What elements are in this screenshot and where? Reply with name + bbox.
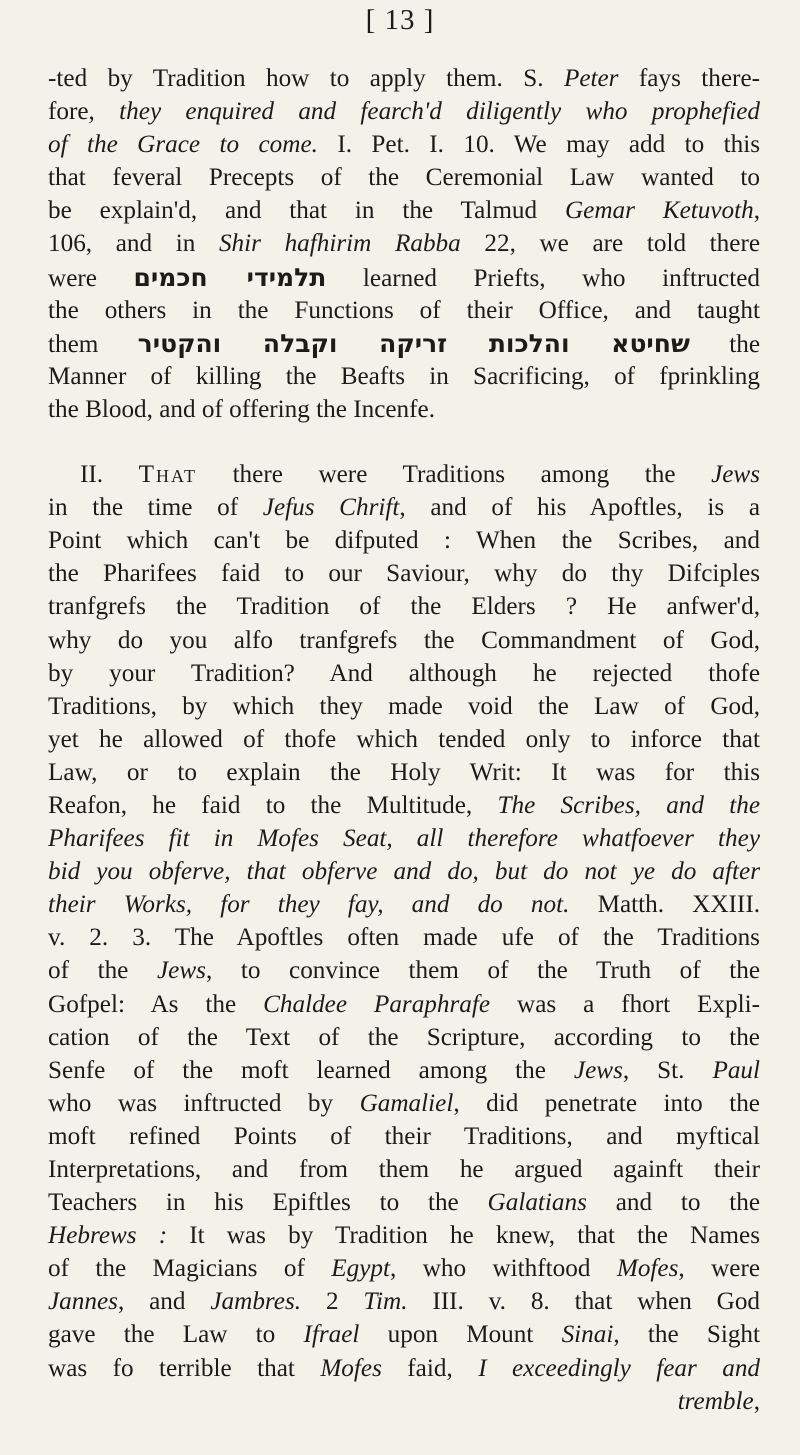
text-line: Teachers in his Epiftles to the Galatians and to the (48, 1189, 761, 1217)
body-text (48, 62, 760, 1418)
text-line: who was inftructed by Gamaliel, did penetrate into the (48, 1089, 760, 1117)
text-line: Hebrews : It was by Tradition he knew, that the Names (48, 1222, 760, 1250)
text-line: II. That there were Traditions among the Jews (80, 461, 761, 489)
text-line: gave the Law to Ifrael upon Mount Sinai, the Sight (48, 1321, 761, 1349)
text-line: yet he allowed of thofe which tended only to inforce that (48, 725, 760, 753)
text-line: the Blood, and of offering the Incenfe. (48, 395, 436, 423)
text-line: Manner of killing the Beafts in Sacrificing, of fprinkling (48, 362, 760, 390)
text-line: moft refined Points of their Traditions, and myftical (48, 1122, 760, 1150)
text-line: the Pharifees faid to our Saviour, why do thy Difciples (48, 560, 760, 588)
text-line: of the Magicians of Egypt, who withftood Mofes, were (48, 1255, 761, 1283)
hebrew-text: שחיטא והלכות זריקה וקבלה והקטיר (137, 328, 690, 358)
text-line: by your Tradition? And although he rejected thofe (48, 659, 760, 687)
paragraph-1 (48, 62, 760, 426)
text-line: the others in the Functions of their Office, and taught (48, 296, 760, 324)
text-line: Law, or to explain the Holy Writ: It was for this (48, 758, 760, 786)
text-line: Interpretations, and from them he argued againft their (48, 1156, 760, 1183)
text-line: Traditions, by which they made void the Law of God, (48, 692, 760, 720)
text-line: of the Grace to come. I. Pet. I. 10. We may add to this (48, 131, 761, 159)
text-line: Gofpel: As the Chaldee Paraphrafe was a fhort Expli- (48, 990, 761, 1018)
text-line: tranfgrefs the Tradition of the Elders ? He anfwer'd, (48, 593, 760, 621)
text-line: v. 2. 3. The Apoftles often made ufe of the Traditions (48, 924, 760, 952)
text-line: them שחיטא והלכות זריקה וקבלה והקטיר the (48, 328, 761, 358)
text-line: tremble, (677, 1387, 760, 1415)
text-line: of the Jews, to convince them of the Truth of the (48, 957, 760, 985)
text-line: cation of the Text of the Scripture, according to the (48, 1023, 760, 1051)
text-line: Pharifees fit in Mofes Seat, all therefore whatfoever they (48, 825, 760, 853)
paragraph-2 (48, 458, 760, 1418)
text-line: in the time of Jefus Chrift, and of his Apoftles, is a (48, 494, 760, 522)
text-line: Point which can't be difputed : When the Scribes, and (48, 527, 760, 555)
text-line: bid you obferve, that obferve and do, but do not ye do after (48, 858, 760, 886)
text-line: was fo terrible that Mofes faid, I exceedingly fear and (48, 1354, 761, 1382)
text-line: why do you alfo tranfgrefs the Commandment of God, (48, 626, 760, 654)
text-line: their Works, for they fay, and do not. Matth. XXIII. (48, 891, 761, 919)
text-line: Jannes, and Jambres. 2 Tim. III. v. 8. that when God (48, 1288, 761, 1316)
hebrew-text: תלמידי חכמים (133, 262, 327, 292)
text-line: Reafon, he faid to the Multitude, The Scribes, and the (48, 791, 760, 819)
text-line: 106, and in Shir hafhirim Rabba 22, we are told there (48, 230, 761, 258)
text-line: -ted by Tradition how to apply them. S. Peter fays there- (48, 65, 761, 92)
text-line: were תלמידי חכמים learned Priefts, who inftructed (48, 262, 760, 292)
text-line: fore, they enquired and fearch'd diligently who prophefied (48, 98, 761, 126)
text-line: that feveral Precepts of the Ceremonial Law wanted to (48, 164, 760, 192)
text-line: be explain'd, and that in the Talmud Gemar Ketuvoth, (48, 197, 761, 225)
text-line: Senfe of the moft learned among the Jews, St. Paul (48, 1056, 761, 1084)
page-number: [ 13 ] (365, 4, 435, 36)
